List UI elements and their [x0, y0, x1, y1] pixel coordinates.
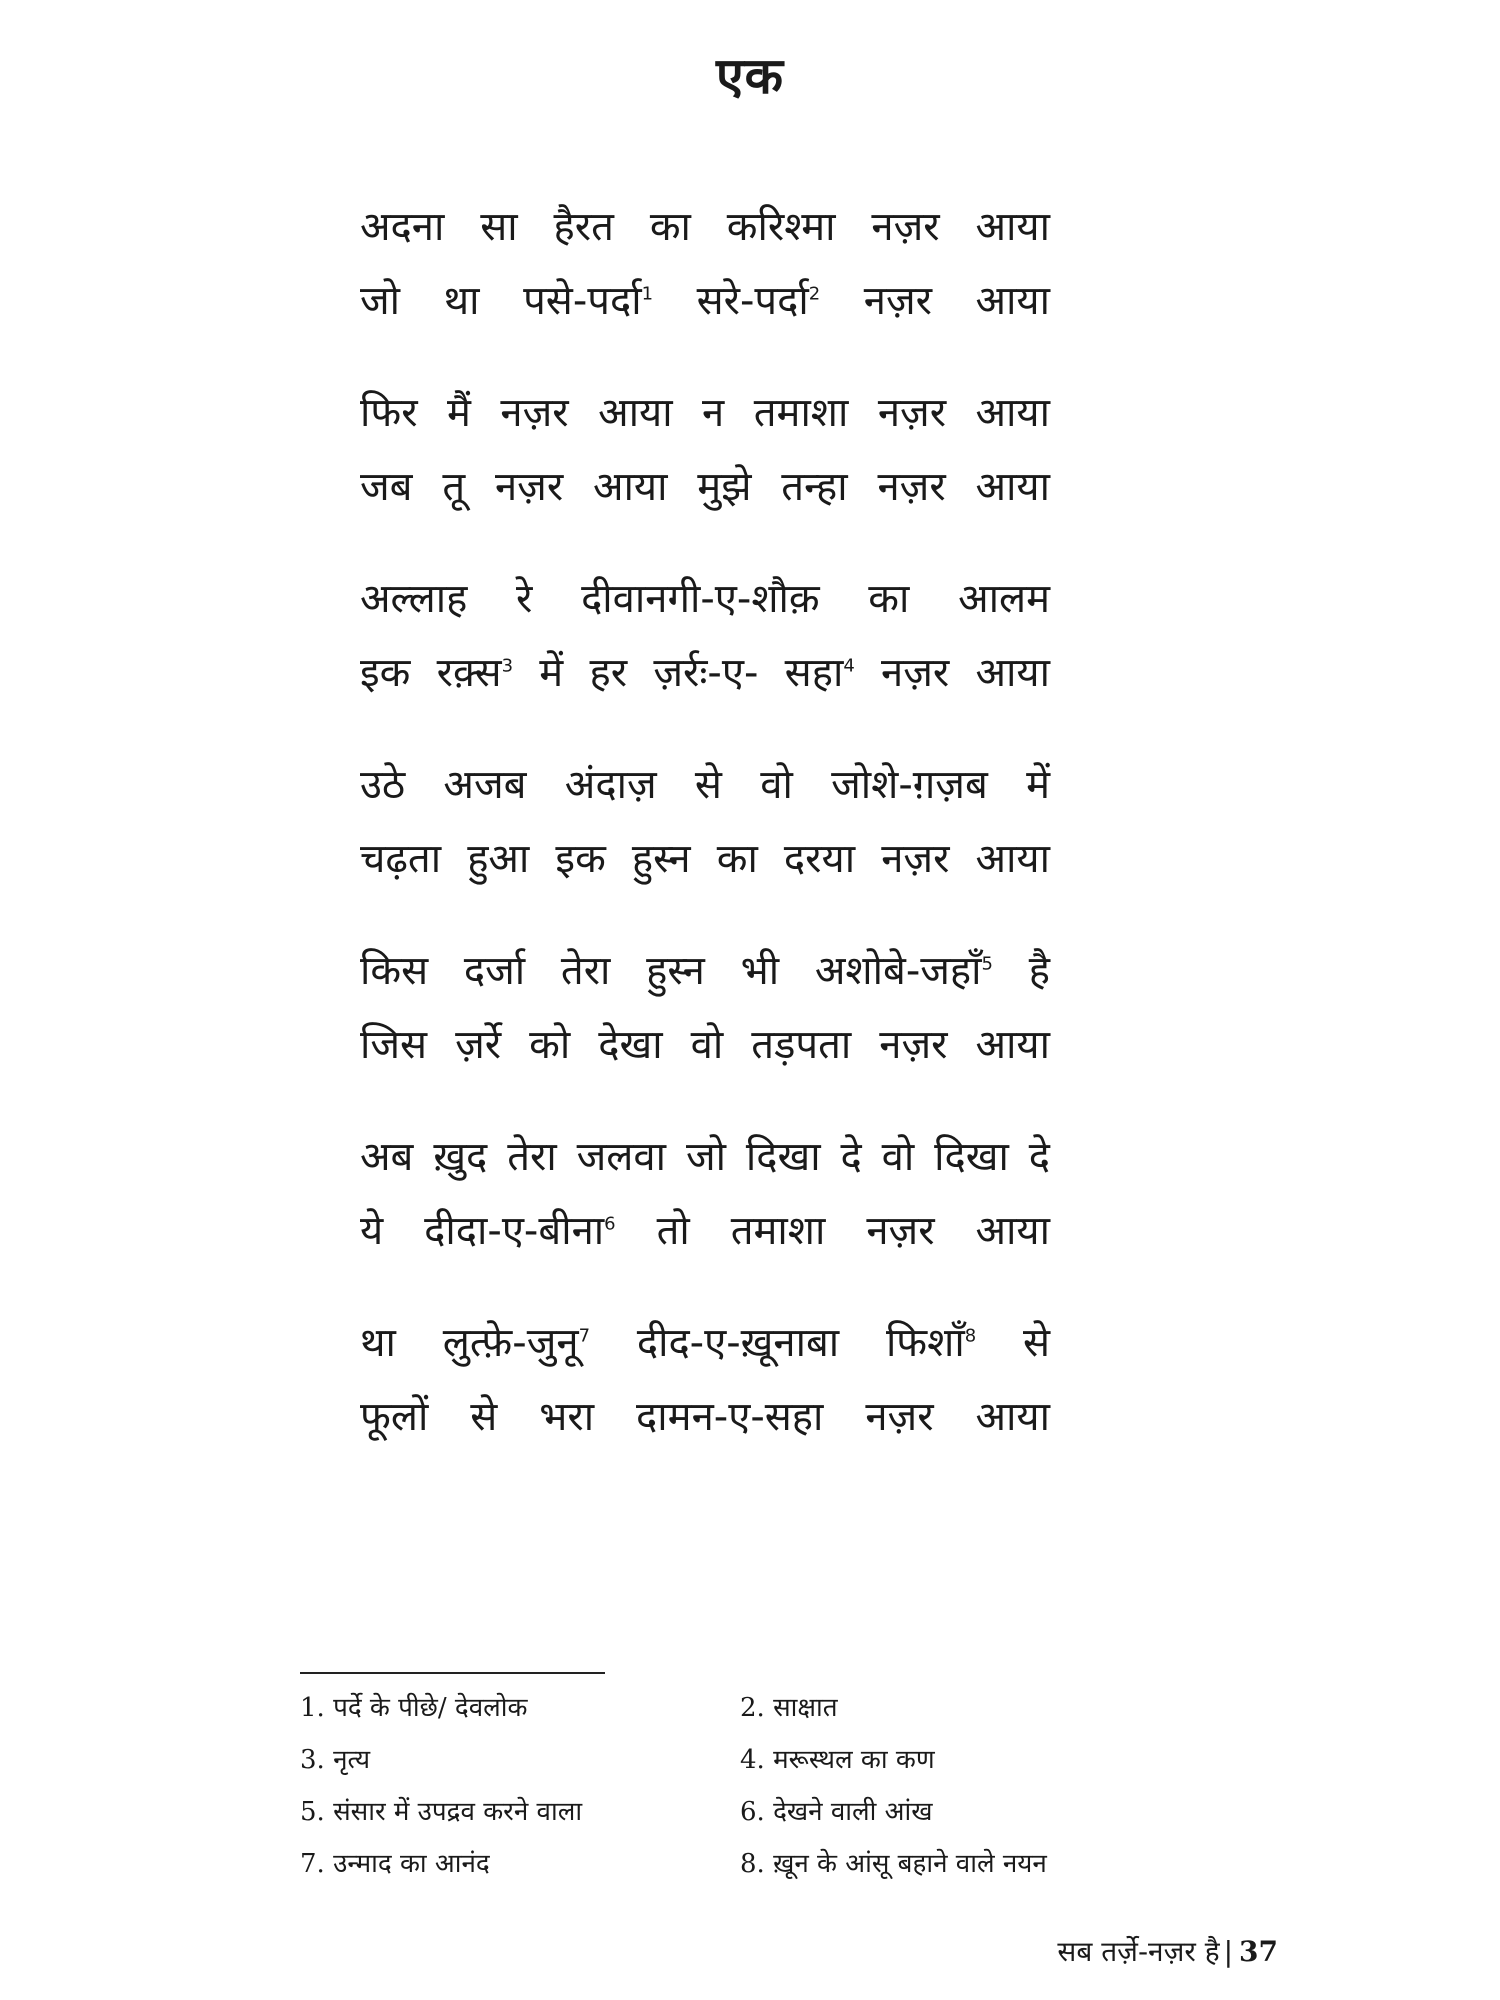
poem-line — [360, 264, 1050, 338]
stanza-4 — [360, 748, 1050, 896]
footer-separator: | — [1223, 1935, 1234, 1968]
poem-line: जब तू नज़र आया मुझे तन्हा नज़र आया — [360, 464, 1050, 510]
poem-line: अदना सा हैरत का करिश्मा नज़र आया — [360, 204, 1050, 250]
stanza-1 — [360, 190, 1050, 338]
line-text: जो था पसे-पर्दा — [360, 278, 642, 324]
footnote-4: 4. मरूस्थल का कण — [740, 1745, 935, 1775]
footnote-5: 5. संसार में उपद्रव करने वाला — [300, 1797, 583, 1827]
line-text: से — [976, 1320, 1050, 1366]
poem-line: उठे अजब अंदाज़ से वो जोशे-ग़ज़ब में — [360, 762, 1050, 808]
stanza-2 — [360, 376, 1050, 524]
poem-line: जिस ज़र्रे को देखा वो तड़पता नज़र आया — [360, 1022, 1050, 1068]
poem-line — [360, 1306, 1050, 1380]
footnote-marker: 3 — [501, 655, 514, 677]
line-text: नज़र आया — [820, 278, 1050, 324]
line-text: में हर ज़र्रः-ए- सहा — [513, 650, 844, 696]
footnote-8: 8. ख़ून के आंसू बहाने वाले नयन — [740, 1849, 1047, 1879]
footnote-6: 6. देखने वाली आंख — [740, 1797, 933, 1827]
stanza-3 — [360, 562, 1050, 710]
poem-title: एक — [715, 47, 785, 105]
poem-line — [360, 1194, 1050, 1268]
line-text: ये दीदा-ए-बीना — [360, 1208, 605, 1254]
poem-line — [360, 636, 1050, 710]
poem-line: चढ़ता हुआ इक हुस्न का दरया नज़र आया — [360, 836, 1050, 882]
page-footer — [1057, 1932, 1278, 1970]
footnote-7: 7. उन्माद का आनंद — [300, 1849, 490, 1879]
footnote-divider — [300, 1672, 605, 1674]
line-text: था लुत्फ़े-जुनू — [360, 1320, 579, 1366]
poem-line — [360, 934, 1050, 1008]
poem-line: अब ख़ुद तेरा जलवा जो दिखा दे वो दिखा दे — [360, 1134, 1050, 1180]
stanza-7 — [360, 1306, 1050, 1454]
footnote-1: 1. पर्दे के पीछे/ देवलोक — [300, 1693, 528, 1723]
line-text: है — [993, 948, 1050, 994]
stanza-5 — [360, 934, 1050, 1082]
footnote-3: 3. नृत्य — [300, 1745, 371, 1775]
footnote-2: 2. साक्षात — [740, 1693, 838, 1723]
line-text: किस दर्जा तेरा हुस्न भी अशोबे-जहाँ — [360, 948, 982, 994]
footnote-marker: 7 — [578, 1325, 591, 1347]
page-number: 37 — [1239, 1935, 1278, 1968]
footnote-marker: 2 — [808, 283, 821, 305]
footnote-marker: 1 — [641, 283, 654, 305]
line-text: तो तमाशा नज़र आया — [615, 1208, 1050, 1254]
line-text: दीद-ए-ख़ूनाबा फिशाँ — [590, 1320, 965, 1366]
footnote-marker: 8 — [964, 1325, 977, 1347]
footnote-marker: 5 — [981, 953, 993, 975]
stanza-6 — [360, 1120, 1050, 1268]
poem-body — [360, 190, 1050, 1492]
poem-line: फूलों से भरा दामन-ए-सहा नज़र आया — [360, 1394, 1050, 1440]
line-text: सरे-पर्दा — [653, 278, 809, 324]
line-text: नज़र आया — [854, 650, 1050, 696]
footnote-marker: 6 — [604, 1213, 616, 1235]
footnote-marker: 4 — [843, 655, 855, 677]
poem-line: अल्लाह रे दीवानगी-ए-शौक़ का आलम — [360, 576, 1050, 622]
footnotes — [300, 1685, 1200, 1887]
book-title: सब तर्ज़े-नज़र है — [1057, 1935, 1220, 1968]
poem-line: फिर मैं नज़र आया न तमाशा नज़र आया — [360, 390, 1050, 436]
line-text: इक रक़्स — [360, 650, 502, 696]
